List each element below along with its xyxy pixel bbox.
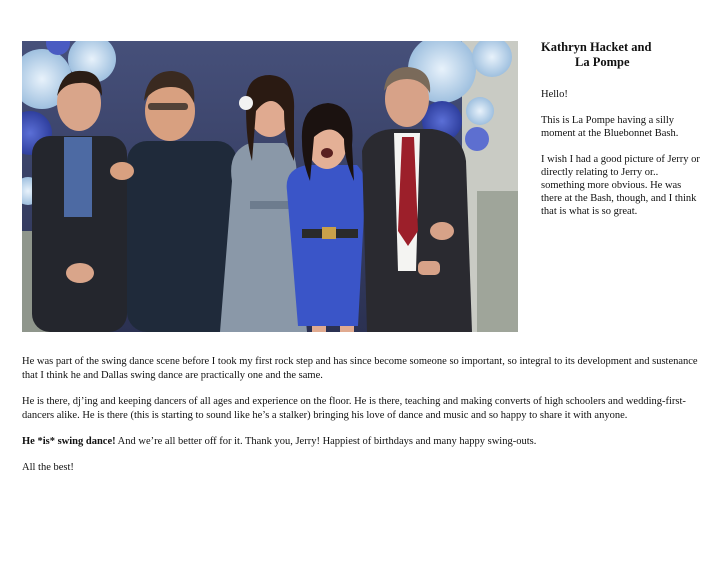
caption-title bbox=[541, 40, 701, 70]
photo-illustration bbox=[22, 41, 518, 332]
title-line-2: La Pompe bbox=[575, 55, 630, 69]
caption-paragraph-1: This is La Pompe having a silly moment at the Bluebonnet Bash. bbox=[541, 115, 679, 139]
caption-sidebar bbox=[541, 40, 701, 231]
body-paragraph-3 bbox=[22, 435, 702, 449]
closing-text: All the best! bbox=[22, 462, 74, 473]
body-paragraph-1: He was part of the swing dance scene before I took my first rock step and has since become someone so important, so integral to its development and sustenance that I think he and Dallas swing dance are practically one and the same. bbox=[22, 356, 698, 381]
body-paragraph-3-rest: And we’re all better off for it. Thank you, Jerry! Happiest of birthdays and many happy swing-outs. bbox=[115, 436, 537, 447]
body-paragraph-2: He is there, dj’ing and keeping dancers of all ages and experience on the floor. He is there, teaching and making converts of high schoolers and wedding-first-dancers alike. He is there (this is starting to sound like he’s a stalker) bringing his love of dance and music and so happy to share it with anyone. bbox=[22, 396, 686, 421]
greeting-text: Hello! bbox=[541, 89, 568, 100]
caption-paragraph-2: I wish I had a good picture of Jerry or directly relating to Jerry or.. something more obvious. He was there at the Bash, though, and I think that is what is so great. bbox=[541, 154, 700, 217]
group-photo bbox=[22, 41, 518, 332]
letter-body bbox=[22, 355, 702, 487]
title-line-1: Kathryn Hacket and bbox=[541, 40, 652, 54]
emphasis-text: He *is* swing dance! bbox=[22, 436, 116, 447]
